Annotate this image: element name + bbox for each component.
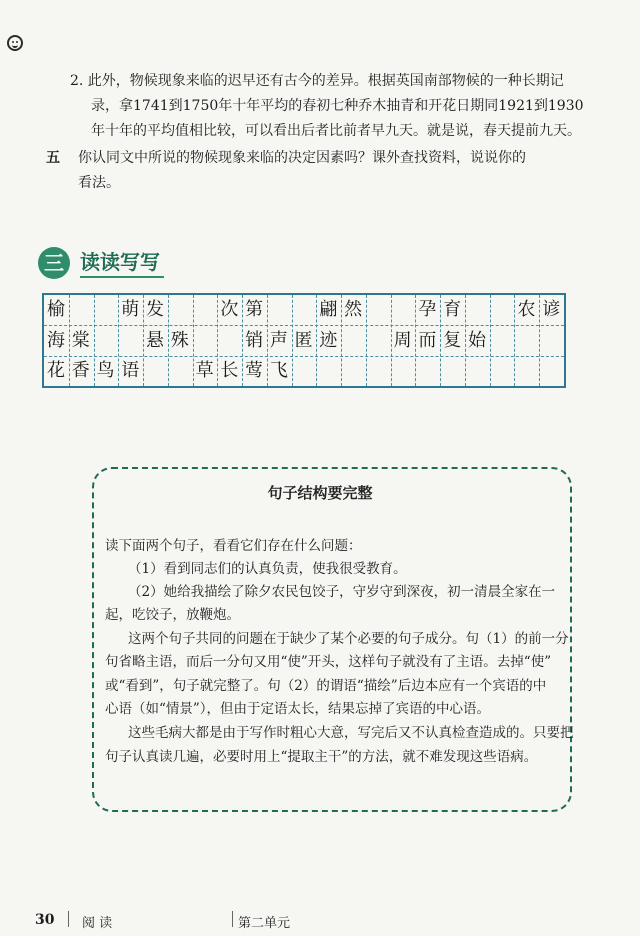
tip-line: 起，吃饺子，放鞭炮。 [105,607,240,623]
grid-column-line [366,295,367,386]
grid-character: 声 [269,329,288,351]
section-number-icon: 三 [38,247,70,279]
question5-line1: 你认同文中所说的物候现象来临的决定因素吗？课外查找资料，说说你的 [78,150,526,166]
grid-character: 香 [71,360,90,381]
grid-character: 鸟 [96,360,115,381]
tip-line: 心语（如“情景”），但由于定语太长，结果忘掉了宾语的中心语。 [105,701,491,717]
grid-character: 悬 [146,329,165,351]
footer-divider [232,911,233,927]
grid-character: 草 [195,360,214,381]
grid-character: 复 [443,329,462,351]
grid-character: 次 [220,299,239,320]
grid-character: 迹 [319,329,338,351]
grid-character: 翩 [319,299,338,320]
grid-character: 海 [47,329,65,351]
grid-character: 榆 [47,299,65,320]
grid-character: 始 [467,329,486,351]
page-number: 30 [35,912,55,928]
tip-line: 句子认真读几遍，必要时用上“提取主干”的方法，就不难发现这些语病。 [105,749,538,765]
section-title-underline [80,276,164,278]
grid-character: 萌 [121,299,140,320]
tip-line: （1）看到同志们的认真负责，使我很受教育。 [128,561,407,577]
grid-character: 殊 [170,329,189,351]
grid-character: 花 [47,360,65,381]
tip-line: （2）她给我描绘了除夕农民包饺子，守岁守到深夜，初一清晨全家在一 [128,584,556,600]
grid-column-line [490,295,491,386]
grid-character: 然 [344,299,363,320]
question5-line2: 看法。 [78,175,120,191]
grid-character: 长 [220,360,239,381]
grid-character: 发 [146,299,165,320]
footer-divider [68,911,69,927]
tip-line: 或“看到”，句子就完整了。句（2）的谓语“描绘”后边本应有一个宾语的中 [105,678,547,694]
item2-line1: 2. 此外，物候现象来临的迟早还有古今的差异。根据英国南部物候的一种长期记 [70,73,564,89]
grid-character: 周 [393,329,412,351]
tip-line: 句省略主语，而后一分句又用“使”开头，这样句子就没有了主语。去掉“使” [105,654,552,670]
item2-line2: 录，拿1741到1750年十年平均的春初七种乔木抽青和开花日期同1921到1930 [91,98,584,114]
grid-character: 育 [443,299,462,320]
tip-line: 这两个句子共同的问题在于缺少了某个必要的句子成分。句（1）的前一分 [128,631,569,647]
grid-character: 第 [245,299,264,320]
item2-line3: 年十年的平均值相比较，可以看出后者比前者早九天。就是说，春天提前九天。 [91,123,581,139]
grid-character: 销 [245,329,264,351]
tip-box-title: 句子结构要完整 [267,484,373,502]
smiley-icon [7,35,23,51]
question-number: 五 [46,150,60,166]
grid-character: 莺 [245,360,264,381]
tip-line: 读下面两个句子，看看它们存在什么问题： [105,538,362,554]
vocabulary-grid [42,293,566,388]
grid-character: 而 [418,329,437,351]
grid-character: 棠 [71,329,90,351]
section-title: 读读写写 [80,250,160,274]
grid-character: 谚 [542,299,561,320]
grid-character: 匿 [294,329,313,351]
grid-character: 飞 [269,360,288,381]
grid-character: 语 [121,360,140,381]
grid-character: 孕 [418,299,437,320]
footer-unit: 第二单元 [238,916,291,931]
footer-section: 阅 读 [82,916,113,931]
grid-character: 农 [517,299,536,320]
tip-line: 这些毛病大都是由于写作时粗心大意，写完后又不认真检查造成的。只要把 [128,725,574,741]
